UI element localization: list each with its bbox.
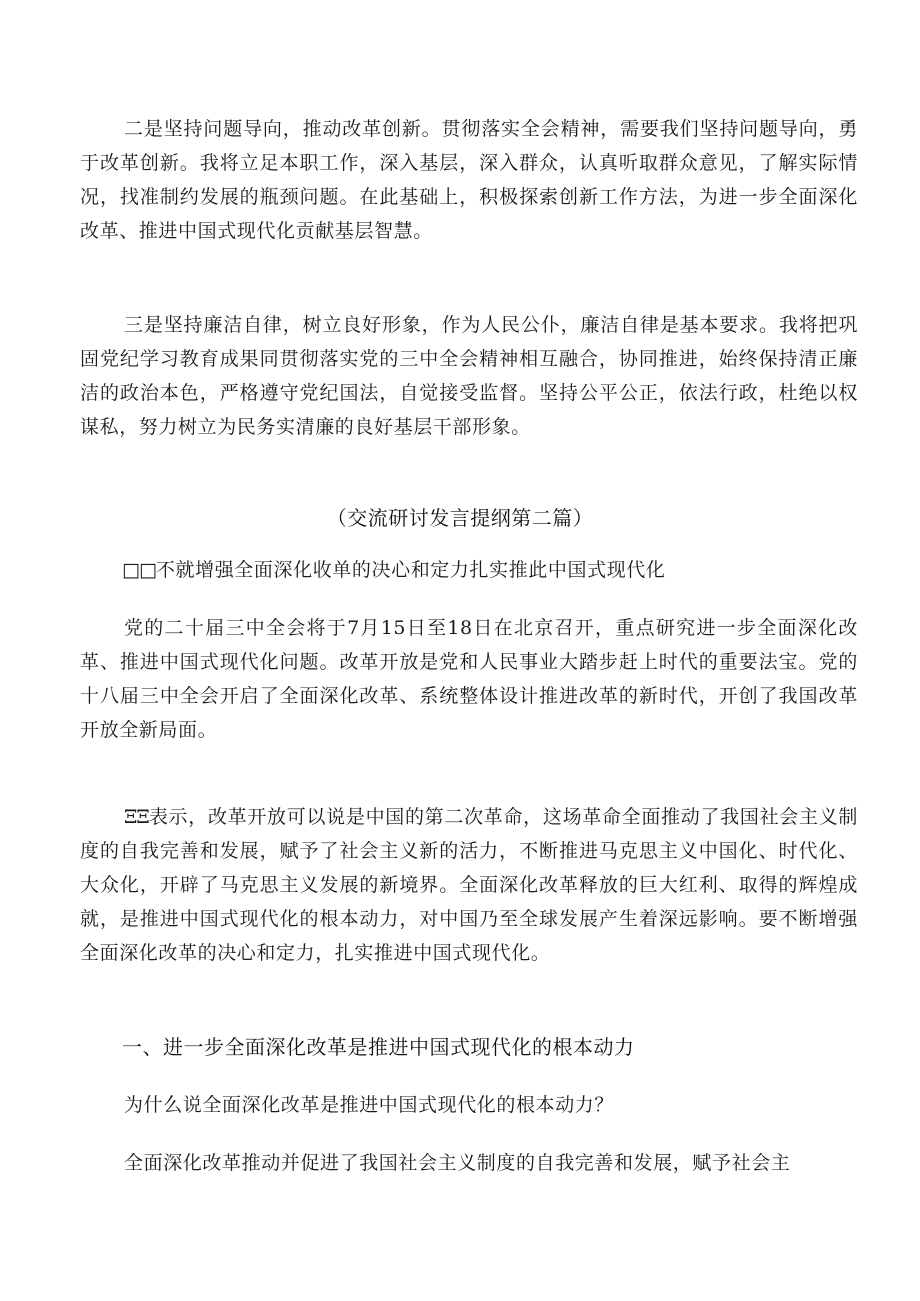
paragraph-reform-second-revolution — [80, 800, 858, 970]
placeholder-box-glyphs: □□ — [122, 559, 156, 581]
subtitle-line — [122, 553, 862, 587]
paragraph-third-plenum-intro: 党的二十届三中全会将于7月15日至18日在北京召开，重点研究进一步全面深化改革、推进中国式现代化问题。改革开放是党和人民事业大踏步赶上时代的重要法宝。党的十八届三中全会开启了全面深化改革、系统整体设计推进改革的新时代，开创了我国改革开放全新局面。 — [80, 617, 858, 741]
paragraph-integrity-self-discipline: 三是坚持廉洁自律，树立良好形象，作为人民公仆，廉洁自律是基本要求。我将把巩固党纪学习教育成果同贯彻落实党的三中全会精神相互融合，协同推进，始终保持清正廉洁的政治本色，严格遵守党纪国法，自觉接受监督。坚持公平公正，依法行政，杜绝以权谋私，努力树立为民务实清廉的良好基层干部形象。 — [80, 314, 858, 438]
subtitle-text: 不就增强全面深化收单的决心和定力扎实推此中国式现代化 — [155, 559, 666, 581]
garbled-lead-glyphs: ΞΞ — [124, 806, 149, 828]
paragraph-last-partial: 全面深化改革推动并促进了我国社会主义制度的自我完善和发展，赋予社会主 — [124, 1152, 791, 1174]
paragraph-persist-problem-orientation: 二是坚持问题导向，推动改革创新。贯彻落实全会精神，需要我们坚持问题导向，勇于改革创新。我将立足本职工作，深入基层，深入群众，认真听取群众意见，了解实际情况，找准制约发展的瓶颈问题。在此基础上，积极探索创新工作方法，为进一步全面深化改革、推进中国式现代化贡献基层智慧。 — [80, 118, 858, 242]
question-line: 为什么说全面深化改革是推进中国式现代化的根本动力？ — [124, 1094, 615, 1116]
paragraph-body: 表示，改革开放可以说是中国的第二次革命，这场革命全面推动了我国社会主义制度的自我完善和发展，赋予了社会主义新的活力，不断推进马克思主义中国化、时代化、大众化，开辟了马克思主义发展的新境界。全面深化改革释放的巨大红利、取得的辉煌成就，是推进中国式现代化的根本动力，对中国乃至全球发展产生着深远影响。要不断增强全面深化改革的决心和定力，扎实推进中国式现代化。 — [80, 806, 858, 964]
section-title: （交流研讨发言提纲第二篇） — [326, 506, 594, 530]
section-heading-one: 一、进一步全面深化改革是推进中国式现代化的根本动力 — [122, 1035, 635, 1059]
